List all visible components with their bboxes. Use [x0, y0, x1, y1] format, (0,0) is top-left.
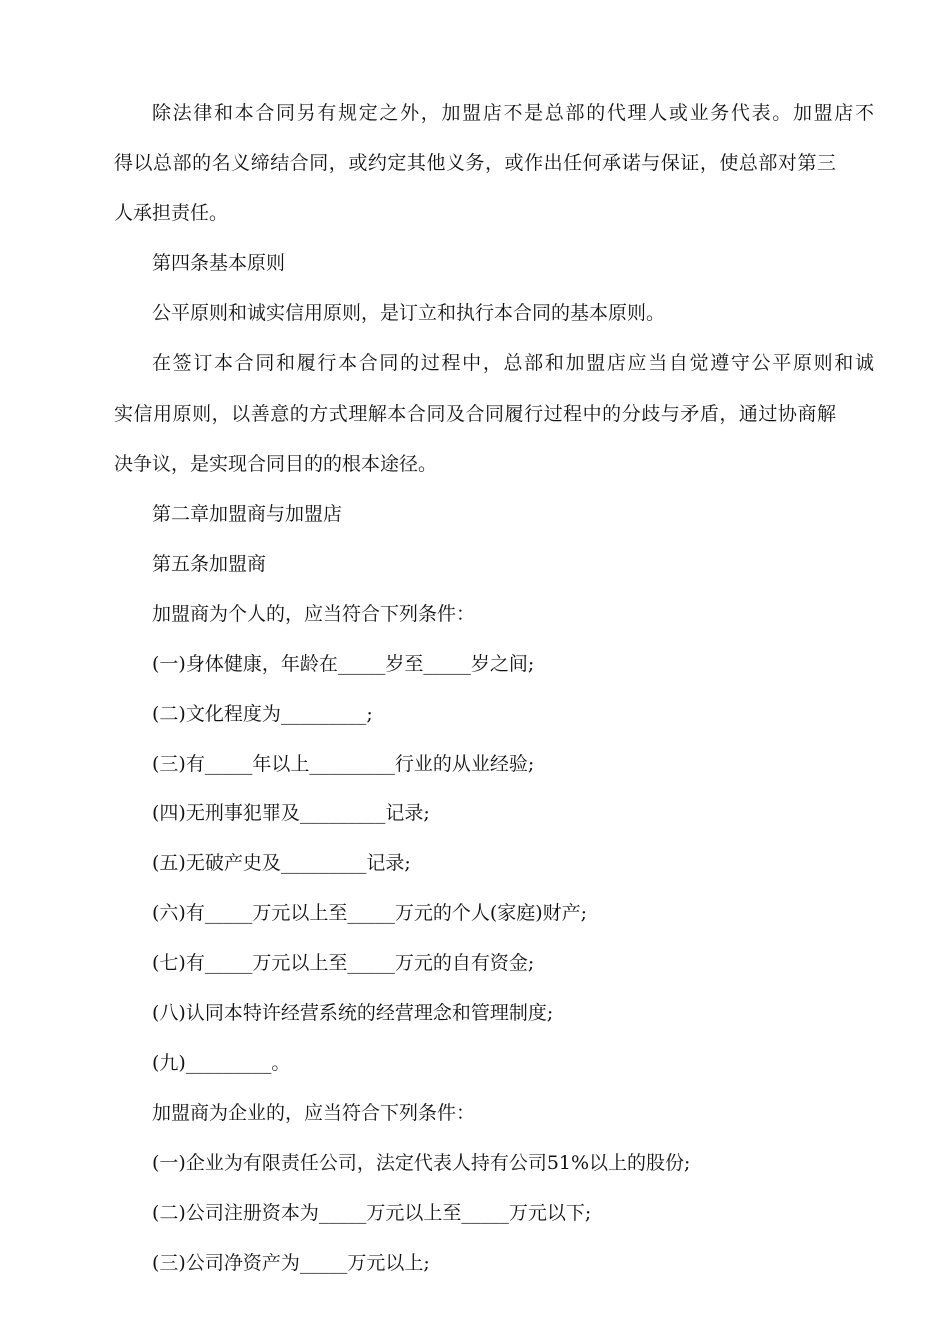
enterprise-condition-3: (三)公司净资产为_____万元以上; [152, 1252, 430, 1274]
paragraph-line-3: 人承担责任。 [114, 202, 229, 224]
individual-condition-8: (八)认同本特许经营系统的经营理念和管理制度; [152, 1002, 554, 1024]
enterprise-condition-2: (二)公司注册资本为_____万元以上至_____万元以下; [152, 1202, 592, 1224]
individual-condition-3: (三)有_____年以上_________行业的从业经验; [152, 753, 535, 775]
individual-condition-9: (九)_________。 [152, 1052, 291, 1074]
enterprise-conditions-intro: 加盟商为企业的，应当符合下列条件： [152, 1102, 476, 1124]
chapter-heading: 第二章加盟商与加盟店 [152, 503, 343, 525]
paragraph-line-8: 决争议，是实现合同目的的根本途径。 [114, 453, 438, 475]
individual-condition-7: (七)有_____万元以上至_____万元的自有资金; [152, 952, 535, 974]
paragraph-line-2: 得以总部的名义缔结合同，或约定其他义务，或作出任何承诺与保证，使总部对第三 [114, 152, 836, 174]
paragraph-line-1: 除法律和本合同另有规定之外，加盟店不是总部的代理人或业务代表。加盟店不 [152, 102, 874, 124]
paragraph-line-7: 实信用原则，以善意的方式理解本合同及合同履行过程中的分歧与矛盾，通过协商解 [114, 403, 836, 425]
article-heading-4: 第四条基本原则 [152, 252, 286, 274]
paragraph-line-5: 公平原则和诚实信用原则，是订立和执行本合同的基本原则。 [152, 302, 666, 324]
individual-conditions-intro: 加盟商为个人的，应当符合下列条件： [152, 603, 476, 625]
individual-condition-1: (一)身体健康，年龄在_____岁至_____岁之间; [152, 653, 535, 675]
individual-condition-4: (四)无刑事犯罪及_________记录; [152, 802, 430, 824]
individual-condition-2: (二)文化程度为_________; [152, 703, 373, 725]
individual-condition-6: (六)有_____万元以上至_____万元的个人(家庭)财产; [152, 902, 588, 924]
paragraph-line-6: 在签订本合同和履行本合同的过程中，总部和加盟店应当自觉遵守公平原则和诚 [152, 352, 874, 374]
enterprise-condition-1: (一)企业为有限责任公司，法定代表人持有公司51%以上的股份; [152, 1152, 691, 1174]
individual-condition-5: (五)无破产史及_________记录; [152, 852, 411, 874]
article-heading-5: 第五条加盟商 [152, 553, 267, 575]
